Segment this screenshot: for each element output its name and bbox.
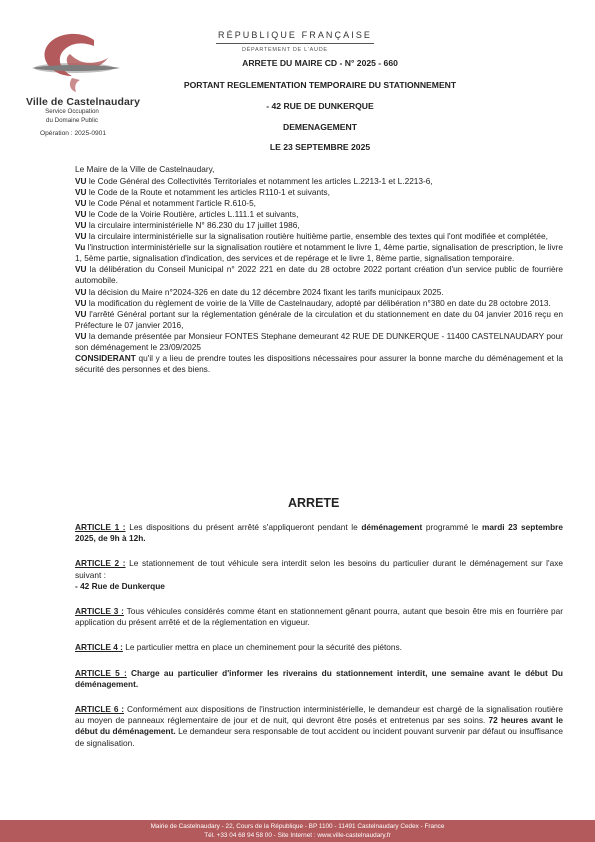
visa-item	[75, 264, 563, 286]
visa-keyword: VU	[75, 330, 87, 341]
visa-keyword: VU	[75, 187, 87, 198]
visa-item	[75, 220, 563, 231]
article-1-label: ARTICLE 1 :	[75, 522, 126, 532]
visa-text: qu'il y a lieu de prendre toutes les dispositions nécessaires pour assurer la bonne marche du déménagement et la sécurité des personnes et des biens.	[75, 352, 563, 374]
article-4-label: ARTICLE 4 :	[75, 642, 123, 653]
visa-text: la demande présentée par Monsieur FONTES Stephane demeurant 42 RUE DE DUNKERQUE - 11400 CASTELNAUDARY pour son déménagement le 23/09/2025	[75, 330, 563, 352]
arrete-object: PORTANT REGLEMENTATION TEMPORAIRE DU STATIONNEMENT	[183, 80, 457, 90]
visa-keyword: Vu	[75, 242, 86, 253]
article-6: ARTICLE 6 : Conformément aux dispositions de l'instruction interministérielle, le demandeur est chargé de la signalisation routière au moyen de panneaux réglementaire de jour et de nuit, qui devront être posés et entretenus par ses soins. 72 heures avant le début du déménagement. Le demandeur sera responsable de tout accident ou incident pouvant survenir par défaut ou insuffisance de signalisation.	[75, 704, 563, 748]
visa-text: la modification du règlement de voirie de la Ville de Castelnaudary, adopté par délibération n°380 en date du 28 octobre 2013.	[86, 297, 551, 308]
visa-item	[75, 242, 563, 264]
article-3: ARTICLE 3 : Tous véhicules considérés comme étant en stationnement gênant pourra, autant que besoin être mis en fourrière par application du présent arrêté et de la réglementation en vigueur.	[75, 606, 563, 628]
visa-keyword: CONSIDERANT	[75, 352, 136, 363]
visa-text: la décision du Maire n°2024-326 en date du 12 décembre 2024 fixant les tarifs municipaux 2025.	[86, 286, 444, 297]
article-1: ARTICLE 1 : Les dispositions du présent arrêté s'appliqueront pendant le déménagement programmé le mardi 23 septembre 2025, de 9h à 12h.	[75, 522, 563, 544]
visa-keyword: VU	[75, 297, 87, 308]
footer-contact: Tél. +33 04 68 94 58 00 - Site Internet : www.ville-castelnaudary.fr	[204, 832, 391, 839]
visa-item	[75, 353, 563, 375]
article-5-label: ARTICLE 5 :	[75, 667, 127, 678]
visa-keyword: VU	[75, 209, 87, 220]
article-6-label: ARTICLE 6 :	[75, 704, 125, 715]
visa-text: la circulaire interministérielle sur la signalisation routière huitième partie, ensemble des textes qui l'ont modifiée et complétée,	[86, 231, 548, 242]
visas-list	[75, 176, 563, 375]
visa-text: la délibération du Conseil Municipal n° 2022 221 en date du 28 octobre 2022 portant création d'un service public de fourrière automobile.	[75, 264, 563, 286]
article-2: ARTICLE 2 : Le stationnement de tout véhicule sera interdit selon les besoins du particulier durant le déménagement sur l'axe suivant : - 42 Rue de Dunkerque	[75, 558, 563, 591]
visa-item	[75, 298, 563, 309]
article-3-label: ARTICLE 3 :	[75, 606, 124, 617]
visa-keyword: VU	[75, 220, 87, 231]
article-2-label: ARTICLE 2 :	[75, 558, 126, 569]
article-5: ARTICLE 5 : Charge au particulier d'informer les riverains du stationnement interdit, une semaine avant le début Du déménagement.	[75, 667, 563, 689]
departement-heading: DÉPARTEMENT DE L'AUDE	[242, 47, 328, 53]
arrete-reason: DEMENAGEMENT	[282, 122, 357, 132]
heading-rule	[216, 43, 374, 44]
visa-item	[75, 198, 563, 209]
visa-keyword: VU	[75, 231, 87, 242]
visa-keyword: VU	[75, 308, 87, 319]
visa-item	[75, 309, 563, 331]
visa-keyword: VU	[75, 198, 87, 209]
visa-keyword: VU	[75, 176, 87, 187]
arrete-reference: ARRETE DU MAIRE CD - N° 2025 - 660	[242, 58, 398, 68]
visa-item	[75, 176, 563, 187]
visa-text: le Code Général des Collectivités Territoriales et notamment les articles L.2213-1 et L.2213-6,	[86, 176, 433, 187]
visa-item	[75, 187, 563, 198]
arrete-address: - 42 RUE DE DUNKERQUE	[266, 101, 374, 111]
article-4: ARTICLE 4 : Le particulier mettra en place un cheminement pour la sécurité des piétons.	[75, 642, 402, 653]
visa-item	[75, 209, 563, 220]
visas-section	[75, 164, 563, 375]
visa-text: la circulaire interministérielle N° 86.230 du 17 juillet 1986,	[86, 220, 300, 231]
visa-keyword: VU	[75, 264, 87, 275]
operation-number: Opération : 2025-0901	[40, 130, 106, 137]
visa-text: l'arrêté Général portant sur la réglementation générale de la circulation et du stationnement en date du 04 janvier 2016 reçu en Préfecture le 07 janvier 2016,	[75, 308, 563, 330]
arrete-title: ARRETE	[288, 496, 340, 510]
arrete-date: LE 23 SEPTEMBRE 2025	[269, 142, 371, 152]
visa-item	[75, 231, 563, 242]
visa-keyword: VU	[75, 286, 87, 297]
service-name: Service Occupation du Domaine Public	[45, 108, 99, 124]
articles-section	[75, 522, 563, 763]
visa-text: le Code de la Voirie Routière, articles L.111.1 et suivants,	[86, 209, 299, 220]
visa-text: l'instruction interministérielle sur la signalisation routière et notamment le livre 1, 4ème partie, signalisation de prescription, le livre 1, 5ème partie, signalisation d'indication, des services et de repérage et le livre 1, 8ème partie, signalisation temporaire.	[75, 242, 563, 264]
intro-line: Le Maire de la Ville de Castelnaudary,	[75, 164, 215, 174]
city-name: Ville de Castelnaudary	[26, 96, 141, 108]
visa-text: le Code Pénal et notamment l'article R.610-5,	[86, 198, 256, 209]
visa-text: le Code de la Route et notamment les articles R110-1 et suivants,	[86, 187, 330, 198]
visa-item	[75, 287, 563, 298]
article-2-address: - 42 Rue de Dunkerque	[75, 580, 165, 591]
footer-address: Mairie de Castelnaudary - 22, Cours de la République - BP 1100 - 11491 Castelnaudary Cedex - France	[150, 823, 445, 830]
castelnaudary-logo	[22, 28, 127, 98]
visa-item	[75, 331, 563, 353]
republique-heading: RÉPUBLIQUE FRANÇAISE	[218, 30, 373, 40]
